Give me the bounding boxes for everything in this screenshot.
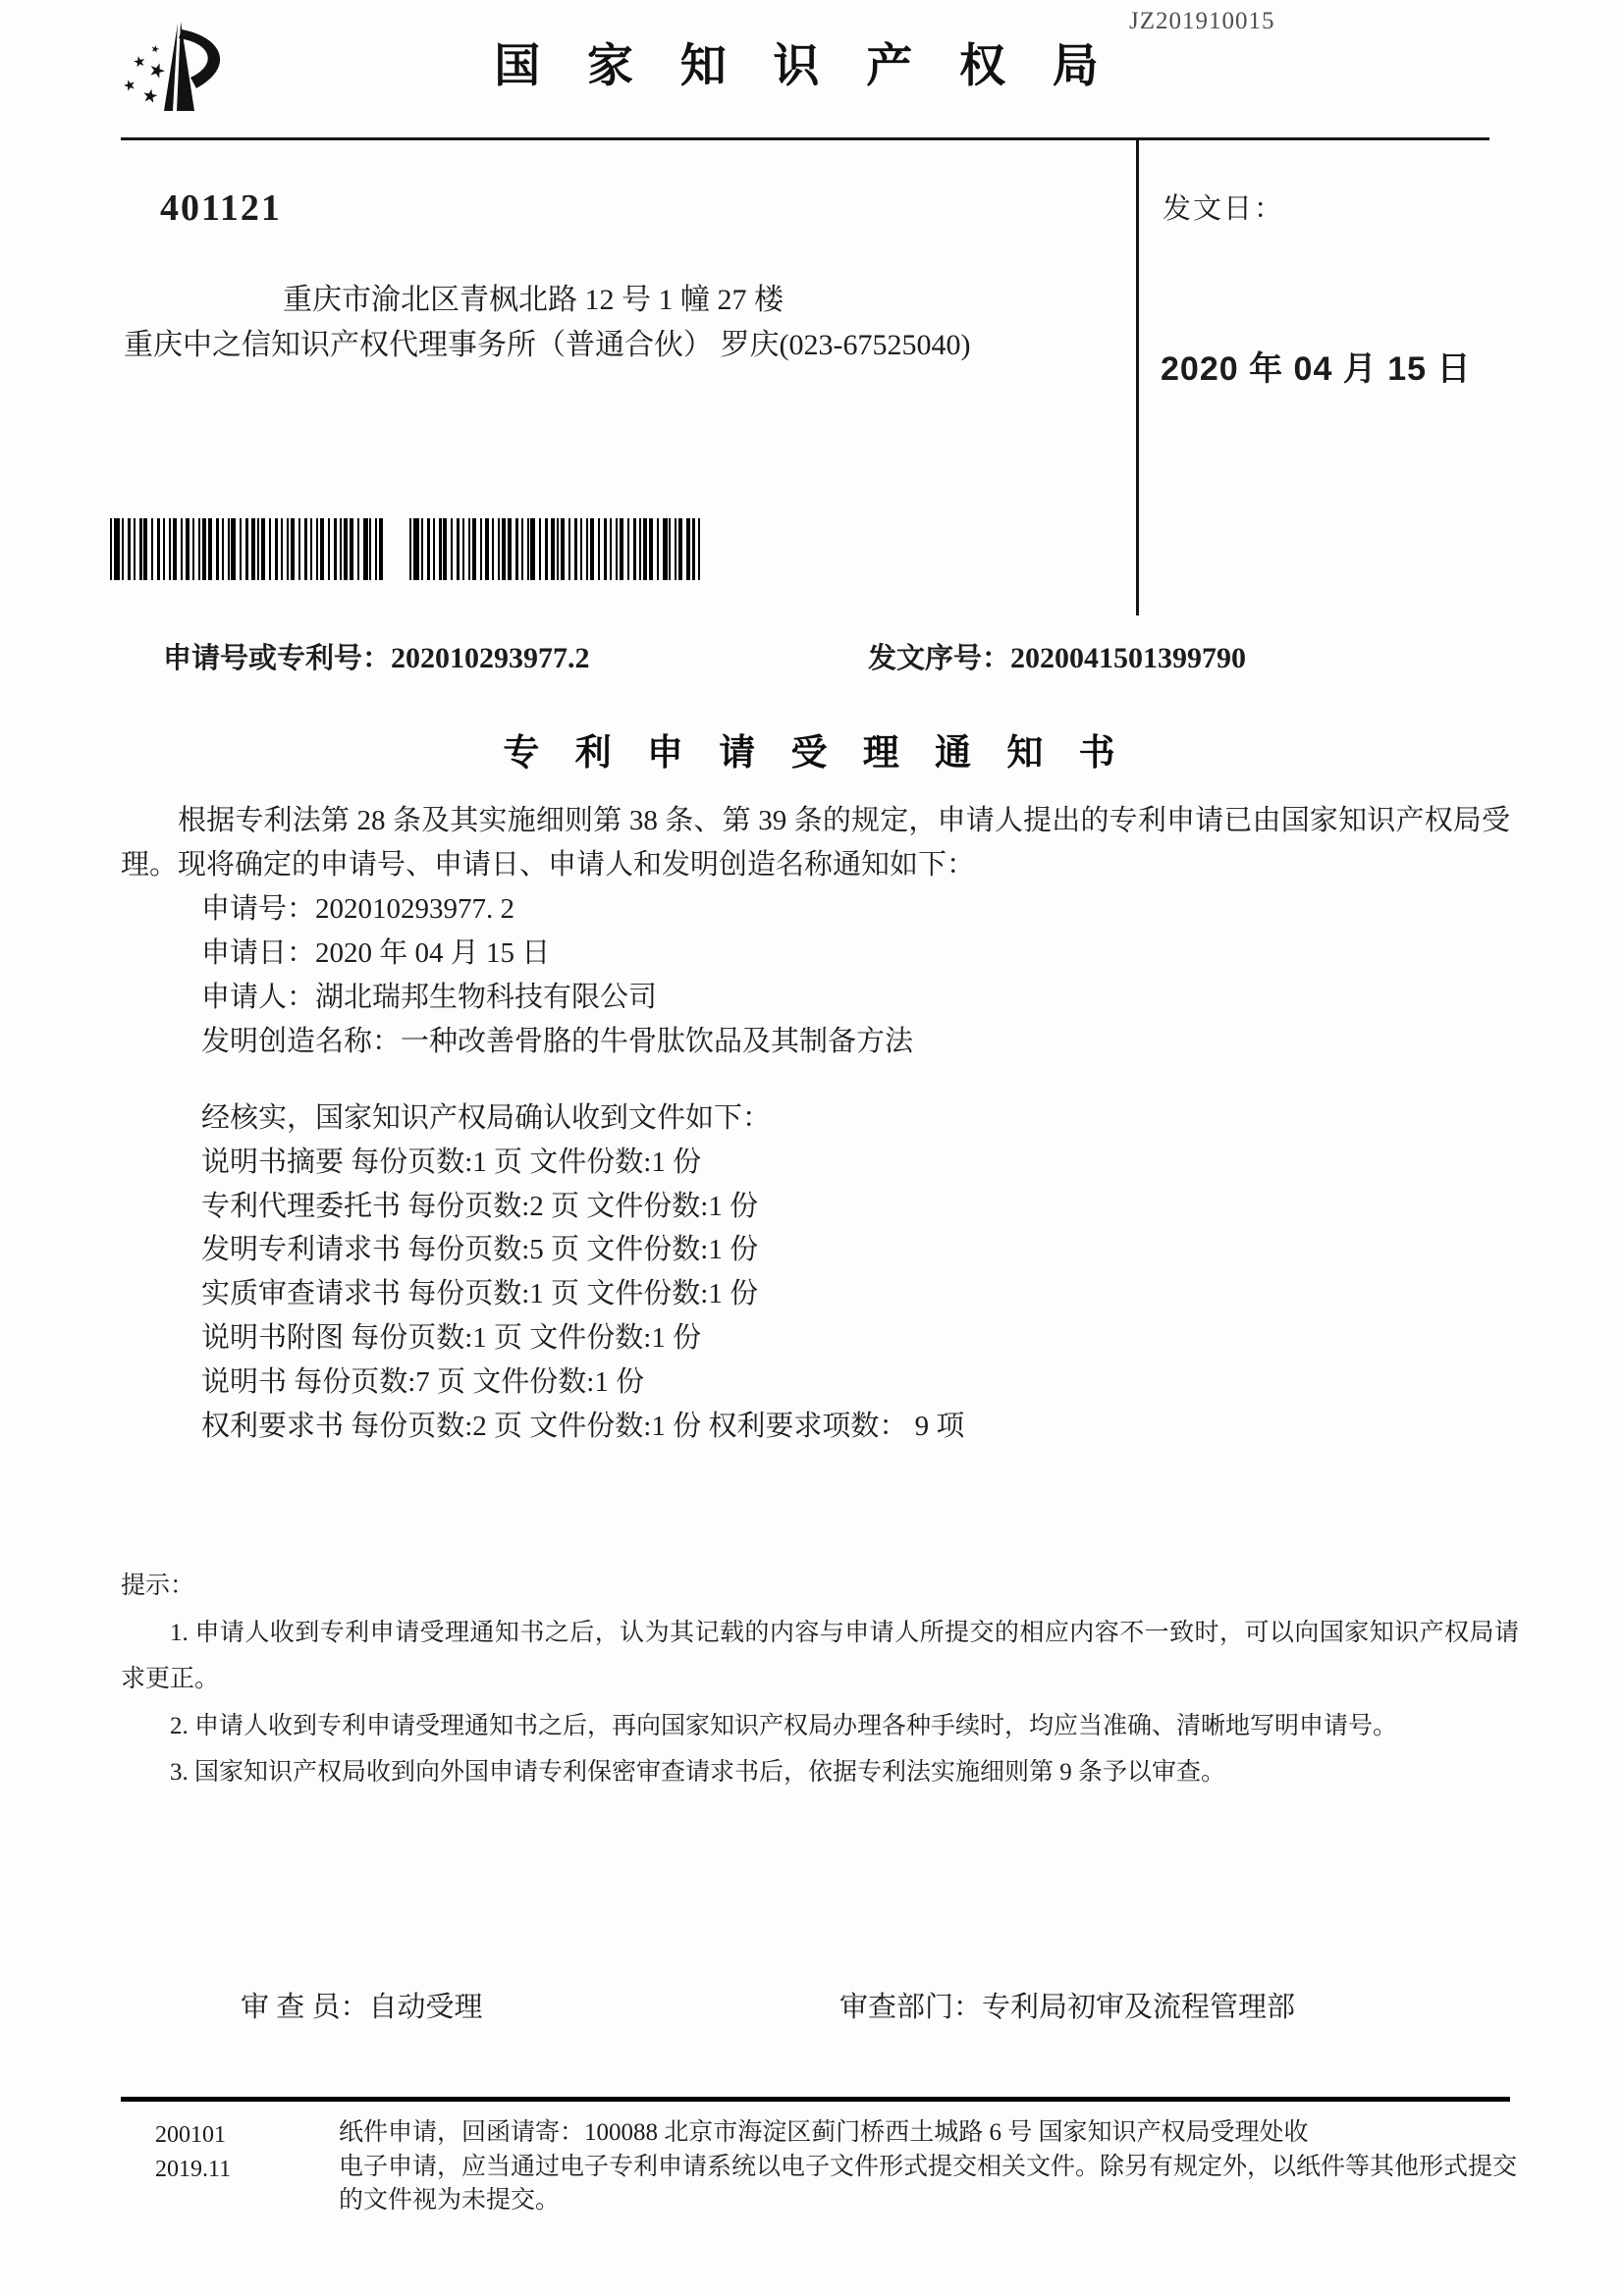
- tips-section: [121, 1563, 1519, 1796]
- department-cell: [839, 1985, 1295, 2025]
- detail-application-number: 申请号：202010293977. 2: [201, 892, 515, 925]
- received-file-item: 说明书摘要 每份页数:1 页 文件份数:1 份: [201, 1146, 702, 1178]
- document-ref-code: JZ201910015: [1129, 8, 1275, 34]
- received-files-list: [201, 1096, 1510, 1450]
- tips-label: 提示：: [121, 1573, 195, 1599]
- application-number-label: 申请号或专利号：: [163, 643, 392, 674]
- recipient-address-line1: 重庆市渝北区青枫北路 12 号 1 幢 27 楼: [283, 284, 784, 316]
- tip-item-3: 3. 国家知识产权局收到向外国申请专利保密审查请求书后，依据专利法实施细则第 9 条予以审查。: [170, 1759, 1226, 1786]
- footer-electronic-instruction: 电子申请，应当通过电子专利申请系统以电子文件形式提交相关文件。除另有规定外，以纸件等其他形式提交的文件视为未提交。: [339, 2153, 1518, 2214]
- notice-body: [121, 713, 1510, 1449]
- footer-instructions: [339, 2116, 1517, 2218]
- footer-divider: [121, 2097, 1510, 2102]
- received-file-item: 发明专利请求书 每份页数:5 页 文件份数:1 份: [201, 1234, 759, 1266]
- notice-title: 专 利 申 请 受 理 通 知 书: [503, 732, 1128, 773]
- address-datebox-divider: [1136, 137, 1139, 615]
- received-file-item: 权利要求书 每份页数:2 页 文件份数:1 份 权利要求项数： 9 项: [201, 1411, 965, 1443]
- recipient-agency-line: 重庆中之信知识产权代理事务所（普通合伙） 罗庆(023-67525040): [124, 329, 971, 361]
- application-number-row: [163, 636, 590, 676]
- detail-invention-title: 发明创造名称：一种改善骨胳的牛骨肽饮品及其制备方法: [201, 1025, 914, 1057]
- issue-date-value: 2020 年 04 月 15 日: [1161, 350, 1472, 388]
- tip-item-1: 1. 申请人收到专利申请受理通知书之后，认为其记载的内容与申请人所提交的相应内容不一致时，可以向国家知识产权局请求更正。: [121, 1619, 1519, 1692]
- detail-applicant: 申请人：湖北瑞邦生物科技有限公司: [201, 981, 658, 1013]
- notice-intro-paragraph: 根据专利法第 28 条及其实施细则第 38 条、第 39 条的规定，申请人提出的专利申请已由国家知识产权局受理。现将确定的申请号、申请日、申请人和发明创造名称通知如下：: [121, 805, 1510, 881]
- footer-paper-instruction: 纸件申请，回函请寄：100088 北京市海淀区蓟门桥西土城路 6 号 国家知识产权局受理处收: [339, 2119, 1309, 2146]
- received-files-intro: 经核实，国家知识产权局确认收到文件如下：: [201, 1101, 772, 1134]
- form-code: 200101: [155, 2122, 226, 2148]
- examiner-label: 审 查 员：: [241, 1992, 369, 2023]
- detail-application-date: 申请日：2020 年 04 月 15 日: [201, 936, 551, 969]
- department-label: 审查部门：: [839, 1992, 983, 2023]
- issue-date-label: 发文日：: [1163, 193, 1285, 225]
- received-file-item: 说明书 每份页数:7 页 文件份数:1 份: [201, 1366, 645, 1399]
- header-divider: [121, 137, 1489, 140]
- serial-number-row: [868, 636, 1246, 676]
- serial-number-label: 发文序号：: [868, 643, 1011, 674]
- examiner-cell: [241, 1985, 483, 2025]
- application-detail-list: [201, 887, 1510, 1064]
- agency-header-title: 国 家 知 识 产 权 局: [494, 41, 1116, 92]
- form-code-block: [155, 2118, 231, 2187]
- examiner-value: 自动受理: [368, 1992, 483, 2023]
- application-number-value: 202010293977.2: [391, 642, 590, 674]
- department-value: 专利局初审及流程管理部: [982, 1992, 1296, 2023]
- footer-section: [121, 2116, 1519, 2218]
- barcode: [110, 518, 387, 580]
- barcode: [409, 518, 700, 580]
- examiner-row: [121, 1985, 1519, 2024]
- received-files-block: [121, 1096, 1510, 1450]
- received-file-item: 说明书附图 每份页数:1 页 文件份数:1 份: [201, 1322, 702, 1355]
- serial-number-value: 2020041501399790: [1010, 642, 1247, 674]
- postal-code: 401121: [160, 187, 282, 229]
- tip-item-2: 2. 申请人收到专利申请受理通知书之后，再向国家知识产权局办理各种手续时，均应当准确、清晰地写明申请号。: [170, 1712, 1398, 1739]
- form-version-date: 2019.11: [155, 2156, 232, 2182]
- received-file-item: 实质审查请求书 每份页数:1 页 文件份数:1 份: [201, 1278, 759, 1310]
- received-file-item: 专利代理委托书 每份页数:2 页 文件份数:1 份: [201, 1190, 759, 1222]
